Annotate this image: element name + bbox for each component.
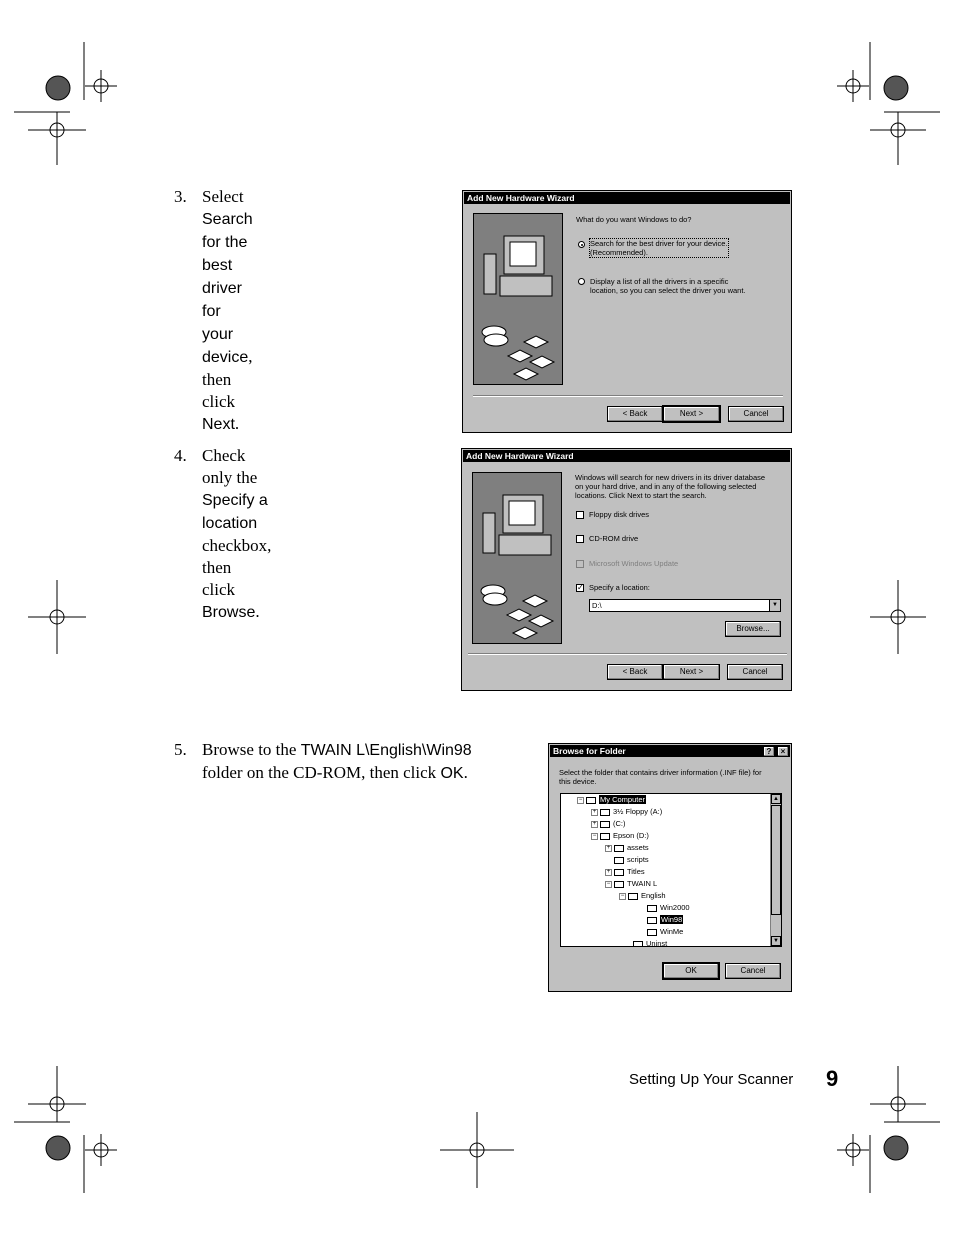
text-run: Browse to the bbox=[202, 740, 301, 759]
folder-icon bbox=[614, 845, 624, 852]
step-3 bbox=[174, 186, 253, 433]
computer-illustration bbox=[473, 213, 563, 385]
ui-term: location bbox=[202, 515, 258, 532]
tree-node-uninst[interactable] bbox=[633, 939, 667, 947]
cancel-button[interactable]: Cancel bbox=[727, 664, 783, 680]
tree-node-epson-d[interactable] bbox=[591, 831, 649, 841]
ui-term: Browse bbox=[202, 604, 256, 621]
node-label: Win2000 bbox=[660, 903, 690, 912]
hard-drive-icon bbox=[600, 821, 610, 828]
scroll-thumb[interactable] bbox=[771, 805, 781, 915]
search-best-driver-radio[interactable] bbox=[578, 241, 585, 248]
intro-line: Windows will search for new drivers in its driver database bbox=[575, 473, 766, 482]
cdrom-label[interactable]: CD-ROM drive bbox=[589, 534, 639, 543]
collapse-toggle[interactable]: − bbox=[620, 892, 625, 899]
question-text: What do you want Windows to do? bbox=[576, 215, 692, 224]
text-run: Check only the bbox=[202, 446, 258, 487]
text-run: . bbox=[255, 602, 260, 621]
ok-button[interactable]: OK bbox=[663, 963, 719, 979]
option-line: location, so you can select the driver you want. bbox=[590, 286, 746, 295]
step-4 bbox=[174, 445, 272, 621]
step-number: 3. bbox=[174, 187, 187, 206]
back-button[interactable]: < Back bbox=[607, 406, 663, 422]
computer-illustration bbox=[472, 472, 562, 644]
folder-icon bbox=[614, 869, 624, 876]
folder-icon bbox=[647, 929, 657, 936]
tree-node-assets[interactable] bbox=[605, 843, 649, 853]
node-label: Uninst bbox=[646, 939, 668, 947]
text-run: , then bbox=[202, 347, 253, 389]
node-label: scripts bbox=[627, 855, 649, 864]
scroll-up-icon[interactable]: ▲ bbox=[771, 794, 781, 804]
computer-disk-icon bbox=[474, 214, 562, 384]
running-footer: Setting Up Your Scanner bbox=[629, 1071, 794, 1088]
specify-location-label[interactable]: Specify a location: bbox=[589, 583, 650, 592]
add-hardware-dialog-1 bbox=[462, 190, 792, 433]
ui-term: OK bbox=[440, 765, 464, 782]
divider bbox=[473, 395, 783, 397]
folder-icon bbox=[614, 881, 624, 888]
divider bbox=[468, 653, 787, 655]
instructions-text bbox=[559, 768, 762, 786]
tree-node-titles[interactable] bbox=[605, 867, 645, 877]
step-5 bbox=[174, 739, 472, 782]
add-hardware-dialog-2 bbox=[461, 448, 792, 691]
tree-node-win98[interactable] bbox=[647, 915, 683, 925]
floppy-drive-icon bbox=[600, 809, 610, 816]
computer-disk-icon bbox=[473, 473, 561, 643]
dialog-title: Browse for Folder bbox=[550, 745, 790, 757]
tree-node-twain-l[interactable] bbox=[605, 879, 657, 889]
display-list-radio[interactable] bbox=[578, 278, 585, 285]
tree-node-scripts[interactable] bbox=[614, 855, 649, 865]
instruction-line: Select the folder that contains driver information (.INF file) for bbox=[559, 768, 762, 777]
dialog-title: Add New Hardware Wizard bbox=[464, 192, 790, 204]
node-label: Titles bbox=[627, 867, 645, 876]
chevron-down-icon[interactable]: ▼ bbox=[769, 600, 780, 611]
collapse-toggle[interactable]: − bbox=[578, 796, 583, 803]
ui-term: driver for your device bbox=[202, 280, 249, 366]
tree-node-my-computer[interactable] bbox=[577, 795, 646, 805]
windows-update-label: Microsoft Windows Update bbox=[589, 559, 679, 568]
folder-icon bbox=[628, 893, 638, 900]
text-run: click bbox=[202, 580, 236, 599]
instruction-line: this device. bbox=[559, 777, 597, 786]
vertical-scrollbar[interactable] bbox=[770, 794, 781, 946]
browse-folder-dialog bbox=[548, 743, 792, 992]
text-run: . bbox=[463, 763, 468, 782]
node-label: assets bbox=[627, 843, 649, 852]
folder-open-icon bbox=[647, 917, 657, 924]
collapse-toggle[interactable]: − bbox=[606, 880, 611, 887]
step-number: 4. bbox=[174, 446, 187, 465]
back-button[interactable]: < Back bbox=[607, 664, 663, 680]
text-run: click bbox=[202, 392, 236, 411]
node-label: TWAIN L bbox=[627, 879, 658, 888]
close-button[interactable]: × bbox=[777, 746, 789, 757]
text-run: checkbox, then bbox=[202, 536, 272, 577]
next-button[interactable]: Next > bbox=[663, 406, 720, 422]
location-combobox[interactable] bbox=[589, 599, 781, 612]
cancel-button[interactable]: Cancel bbox=[728, 406, 784, 422]
expand-toggle[interactable]: + bbox=[606, 868, 611, 875]
folder-icon bbox=[614, 857, 624, 864]
windows-update-checkbox bbox=[576, 560, 584, 568]
floppy-label[interactable]: Floppy disk drives bbox=[589, 510, 650, 519]
option-line: (Recommended). bbox=[590, 248, 648, 257]
cancel-button[interactable]: Cancel bbox=[725, 963, 781, 979]
tree-node-winme[interactable] bbox=[647, 927, 683, 937]
node-label: Win98 bbox=[661, 915, 683, 924]
next-button[interactable]: Next > bbox=[663, 664, 720, 680]
ui-term: Specify a bbox=[202, 492, 268, 509]
node-label: (C:) bbox=[613, 819, 626, 828]
node-label: English bbox=[641, 891, 666, 900]
intro-line: on your hard drive, and in any of the following selected bbox=[575, 482, 757, 491]
tree-node-floppy[interactable] bbox=[591, 807, 662, 817]
text-run: folder on the CD-ROM, then click bbox=[202, 763, 441, 782]
step-text bbox=[202, 186, 253, 436]
node-label: Epson (D:) bbox=[613, 831, 649, 840]
floppy-checkbox[interactable] bbox=[576, 511, 584, 519]
intro-text bbox=[575, 473, 765, 500]
browse-button[interactable]: Browse... bbox=[725, 621, 781, 637]
option-line: Display a list of all the drivers in a specific bbox=[590, 277, 729, 286]
tree-node-english[interactable] bbox=[619, 891, 666, 901]
search-best-driver-label[interactable] bbox=[590, 239, 728, 257]
cdrom-checkbox[interactable] bbox=[576, 535, 584, 543]
step-text bbox=[202, 739, 472, 785]
ui-term: Search for the best bbox=[202, 211, 253, 274]
node-label: 3½ Floppy (A:) bbox=[613, 807, 663, 816]
text-run: . bbox=[234, 414, 240, 433]
ui-term: TWAIN L\English\Win98 bbox=[300, 742, 472, 759]
text-run: Select bbox=[202, 187, 244, 206]
collapse-toggle[interactable]: − bbox=[592, 832, 597, 839]
step-number: 5. bbox=[174, 740, 187, 759]
ui-term: Next bbox=[202, 416, 235, 433]
location-value: D:\ bbox=[592, 601, 602, 610]
expand-toggle[interactable]: + bbox=[606, 844, 611, 851]
intro-line: locations. Click Next to start the search. bbox=[575, 491, 707, 500]
tree-node-win2000[interactable] bbox=[647, 903, 690, 913]
option-line: Search for the best driver for your device. bbox=[590, 239, 728, 248]
folder-tree[interactable] bbox=[560, 793, 782, 947]
step-text bbox=[202, 445, 271, 624]
tree-node-c-drive[interactable] bbox=[591, 819, 626, 829]
page-number: 9 bbox=[826, 1066, 839, 1091]
dialog-title: Add New Hardware Wizard bbox=[463, 450, 790, 462]
help-button[interactable]: ? bbox=[763, 746, 775, 757]
cd-drive-icon bbox=[600, 833, 610, 840]
computer-icon bbox=[586, 797, 596, 804]
display-list-label[interactable] bbox=[590, 277, 746, 295]
expand-toggle[interactable]: + bbox=[592, 820, 597, 827]
scroll-down-icon[interactable]: ▼ bbox=[771, 936, 781, 946]
node-label: WinMe bbox=[660, 927, 684, 936]
specify-location-checkbox[interactable]: ✓ bbox=[577, 583, 584, 592]
expand-toggle[interactable]: + bbox=[592, 808, 597, 815]
node-label: My Computer bbox=[600, 795, 646, 804]
folder-icon bbox=[647, 905, 657, 912]
folder-icon bbox=[633, 941, 643, 947]
